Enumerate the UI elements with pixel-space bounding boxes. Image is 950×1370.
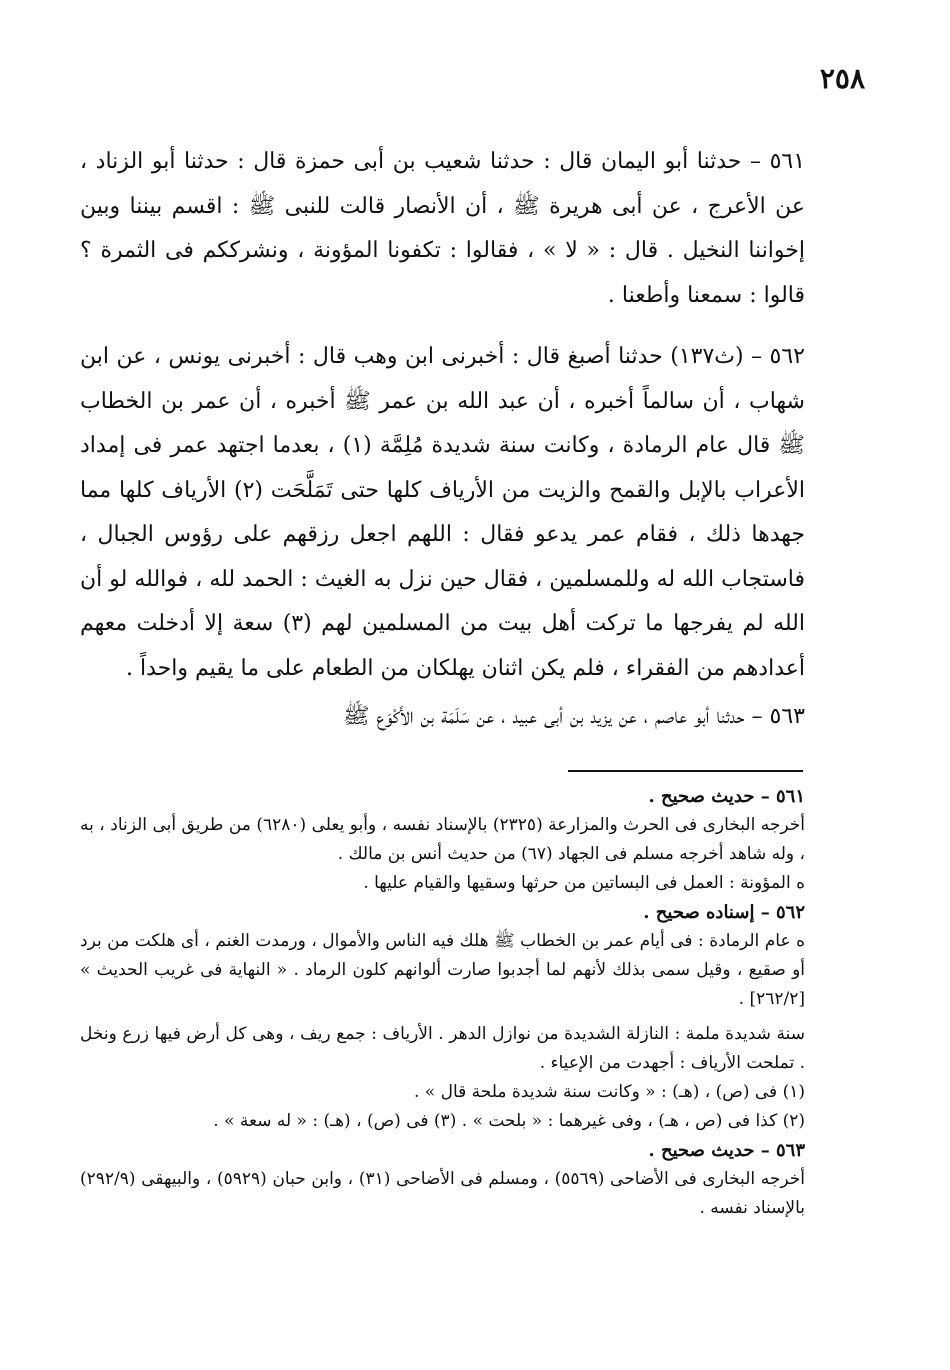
footnote-gloss-562-b: سنة شديدة ملمة : النازلة الشديدة من نوازل الدهر . الأرياف : جمع ريف ، وهى كل أرض فيها زرع ونخل . تملحت الأرياف : أجهدت من الإعياء .	[80, 1024, 805, 1073]
footnote-heading-562: ٥٦٢ – إسناده صحيح .	[643, 902, 805, 923]
hadith-562: ٥٦٢ – (ث١٣٧) حدثنا أصبغ قال : أخبرنى ابن وهب قال : أخبرنى يونس ، عن ابن شهاب ، أن سالماً أخبره ، أن عبد الله بن عمر ﷺ أخبره ، أن عمر بن الخطاب ﷺ قال عام الرمادة ، وكانت سنة شديدة مُلِمَّة (١) ، بعدما اجتهد عمر فى إمداد الأعراب بالإبل والقمح والزيت من الأرياف كلها حتى تَمَلَّحَت (٢) الأرياف كلها مما جهدها ذلك ، فقام عمر يدعو فقال : اللهم اجعل رزقهم على رؤوس الجبال ، فاستجاب الله له وللمسلمين ، فقال حين نزل به الغيث : الحمد لله ، فوالله لو أن الله لم يفرجها ما تركت أهل بيت من المسلمين لهم (٣) سعة إلا أدخلت معهم أعدادهم من الفقراء ، فلم يكن اثنان يهلكان من الطعام على ما يقيم واحداً .	[80, 344, 805, 681]
hadith-563: ٥٦٣ – حدثنا أبو عاصم ، عن يزيد بن أبى عبيد ، عن سَلَمَة بن الأَكْوَع ﷺ	[343, 704, 805, 729]
footnote-heading-561: ٥٦١ – حديث صحيح .	[648, 786, 805, 807]
footnote-note-2-3: (٢) كذا فى (ص ، هـ) ، وفى غيرهما : « بلحت » . (٣) فى (ص) ، (هـ) : « له سعة » .	[213, 1111, 805, 1131]
footnote-note-1: (١) فى (ص) ، (هـ) : « وكانت سنة شديدة ملحة قال » .	[413, 1082, 805, 1102]
footnotes	[80, 782, 805, 1223]
main-text	[80, 140, 805, 740]
footnote-heading-563: ٥٦٣ – حديث صحيح .	[648, 1140, 805, 1161]
page-number: ٢٥٨	[819, 62, 865, 95]
hadith-561: ٥٦١ – حدثنا أبو اليمان قال : حدثنا شعيب بن أبى حمزة قال : حدثنا أبو الزناد ، عن الأعرج ، عن أبى هريرة ﷺ ، أن الأنصار قالت للنبى ﷺ : اقسم بيننا وبين إخواننا النخيل . قال : « لا » ، فقالوا : تكفونا المؤونة ، ونشرككم فى الثمرة ؟ قالوا : سمعنا وأطعنا .	[80, 149, 806, 308]
footnote-gloss-562-a: ه عام الرمادة : فى أيام عمر بن الخطاب ﷺ هلك فيه الناس والأموال ، ورمدت الغنم ، أى هلكت من برد أو صقيع ، وقيل سمى بذلك لأنهم لما أجدبوا صارت ألوانهم كلون الرماد . « النهاية فى غريب الحديث » [٢٦٢/٢] .	[80, 931, 805, 1009]
footnote-takhrij-563: أخرجه البخارى فى الأضاحى (٥٥٦٩) ، ومسلم فى الأضاحى (٣١) ، وابن حبان (٥٩٢٩) ، والبيهقى (٢٩٢/٩) بالإسناد نفسه .	[80, 1169, 805, 1218]
footnote-gloss-561: ه المؤونة : العمل فى البساتين من حرثها وسقيها والقيام عليها .	[363, 873, 805, 893]
footnote-takhrij-561: أخرجه البخارى فى الحرث والمزارعة (٢٣٢٥) بالإسناد نفسه ، وأبو يعلى (٦٢٨٠) من طريق أبى الزناد ، به ، وله شاهد أخرجه مسلم فى الجهاد (٦٧) من حديث أنس بن مالك .	[80, 815, 805, 864]
footnote-divider	[568, 770, 803, 772]
